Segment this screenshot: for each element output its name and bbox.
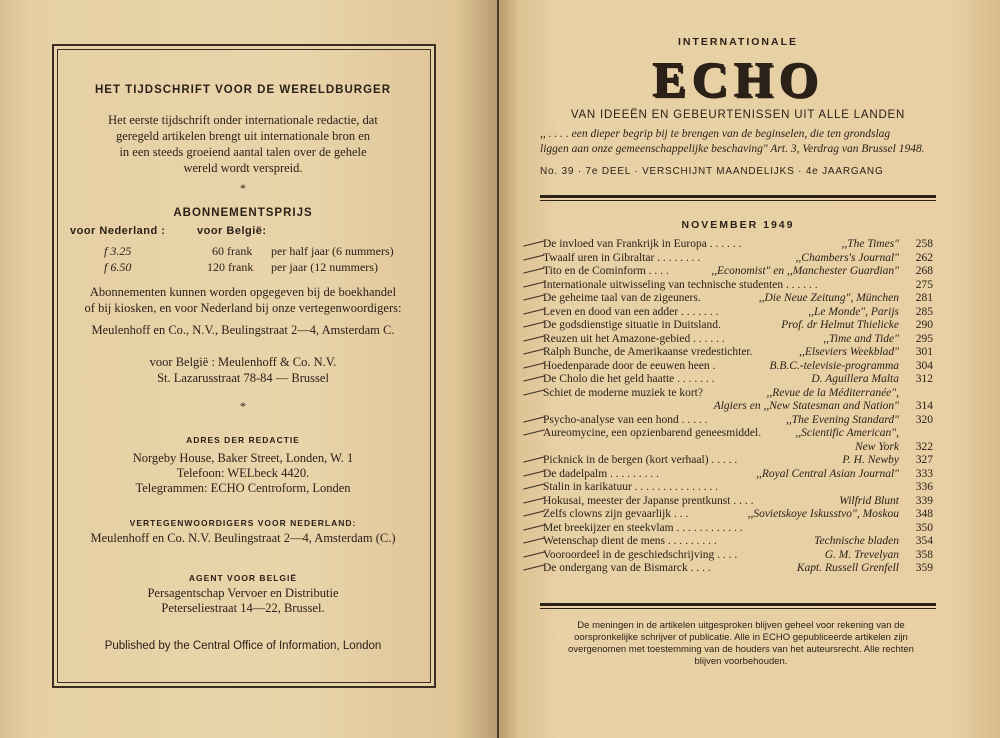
top-rule-thin — [540, 200, 936, 201]
toc-entry-source: ,,Chambers's Journal" — [795, 251, 899, 264]
toc-entry-source: Prof. dr Helmut Thielicke — [781, 319, 899, 331]
toc-entry-title: Met breekijzer en steekvlam . . . . . . . . . . . . — [543, 521, 743, 534]
toc-entry-source: ,,Die Neue Zeitung", München — [758, 292, 899, 304]
agent-line-1: Persagentschap Vervoer en Distributie — [147, 586, 339, 600]
reps-line: Meulenhoff en Co. N.V. Beulingstraat 2—4, Amsterdam (C.) — [90, 531, 396, 545]
toc-entry-source: ,,Economist" en ,,Manchester Guardian" — [711, 265, 899, 277]
orders-line-1: Abonnementen kunnen worden opgegeven bij de boekhandel — [89, 285, 397, 299]
col-belgie: voor België: — [197, 225, 267, 237]
price-nl-1: f 3.25 — [104, 244, 132, 258]
toc-entry-title: Psycho-analyse van een hond . . . . . — [543, 413, 708, 426]
col-nederland: voor Nederland : — [70, 225, 166, 237]
toc-entry-page: 304 — [915, 359, 933, 372]
toc-entry-title: Leven en dood van een adder . . . . . . . — [543, 305, 719, 318]
star-divider: * — [240, 181, 246, 195]
bottom-rule — [540, 603, 936, 606]
nl-representative: Meulenhoff en Co., N.V., Beulingstraat 2—4, Amsterdam C. — [91, 323, 395, 337]
toc-entry-title: Tito en de Cominform . . . . — [543, 265, 669, 277]
toc-entry-page: 336 — [915, 481, 933, 493]
toc-entry-title: Zelfs clowns zijn gevaarlijk . . . — [543, 508, 689, 520]
toc-entry-title: Hokusai, meester der Japanse prentkunst . . . . — [543, 494, 754, 507]
toc-entry-page: 290 — [915, 319, 933, 331]
left-heading: HET TIJDSCHRIFT VOOR DE WERELDBURGER — [94, 84, 392, 96]
toc-entry-source: Algiers en ,,New Statesman and Nation" — [713, 400, 899, 412]
toc-entry-title: Twaalf uren in Gibraltar . . . . . . . . — [543, 251, 701, 264]
toc-entry-source: New York — [855, 440, 899, 453]
toc-entry-title: Vooroordeel in de geschiedschrijving . . . . — [543, 548, 738, 561]
toc-entry-title: De invloed van Frankrijk in Europa . . . . . . — [543, 238, 742, 250]
toc-entry-title: De dadelpalm . . . . . . . . . — [543, 467, 659, 480]
toc-entry-page: 275 — [915, 278, 933, 291]
toc-entry-source: ,,The Times" — [841, 238, 899, 250]
toc-entry-title: Schiet de moderne muziek te kort? — [543, 386, 703, 399]
masthead-title: ECHO — [652, 51, 824, 107]
price-nl-2: f 6.50 — [104, 260, 132, 274]
toc-entry-source: ,,Time and Tide" — [823, 332, 899, 345]
toc-entry-title: De Cholo die het geld haatte . . . . . . . — [543, 373, 715, 385]
toc-entry-title: Reuzen uit het Amazone-gebied . . . . . . — [543, 332, 725, 345]
intro-line-4: wereld wordt verspreid. — [183, 161, 303, 175]
toc-entry-source: ,,Le Monde", Parijs — [808, 305, 899, 318]
toc-entry-title: Internationale uitwisseling van technische studenten . . . . . . — [543, 278, 818, 291]
footnote-line-4: blijven voorbehouden. — [694, 656, 788, 667]
toc-entry-page: 295 — [915, 332, 933, 345]
toc-entry-source: Kapt. Russell Grenfell — [796, 562, 899, 574]
toc-entry-title: De ondergang van de Bismarck . . . . — [543, 562, 711, 574]
toc-entry-page: 358 — [915, 548, 933, 561]
orders-line-2: of bij kiosken, en voor Nederland bij onze vertegenwoordigers: — [84, 301, 402, 315]
top-rule — [540, 195, 936, 198]
be-rep-line-1: voor België : Meulenhoff & Co. N.V. — [149, 355, 337, 369]
toc-entry-title: Aureomycine, een opzienbarend geneesmiddel. — [543, 427, 762, 439]
toc-entry-page: 301 — [915, 346, 933, 358]
toc-entry-page: 359 — [915, 562, 933, 574]
toc-entry-source: ,,The Evening Standard" — [785, 413, 899, 426]
toc-entry-page: 268 — [915, 265, 933, 277]
intro-line-1: Het eerste tijdschrift onder internationale redactie, dat — [108, 113, 378, 127]
toc-entry-source: P. H. Newby — [842, 454, 899, 466]
toc-entry-source: Technische bladen — [814, 535, 899, 547]
masthead-top: INTERNATIONALE — [678, 36, 798, 48]
toc-entry-page: 354 — [915, 535, 933, 547]
masthead-subtitle: VAN IDEEËN EN GEBEURTENISSEN UIT ALLE LANDEN — [570, 109, 906, 121]
issue-month: NOVEMBER 1949 — [681, 219, 795, 231]
toc-entry-page: 327 — [915, 454, 933, 466]
toc-entry-page: 281 — [915, 292, 933, 304]
footnote-line-3: overgenomen met toestemming van de houders van het auteursrecht. Alle rechten — [568, 644, 914, 655]
footnote — [548, 620, 934, 668]
agent-line-2: Peterseliestraat 14—22, Brussel. — [161, 601, 325, 615]
address-line-1: Norgeby House, Baker Street, Londen, W. 1 — [132, 451, 354, 465]
toc-entry-source: ,,Royal Central Asian Journal" — [756, 467, 899, 480]
toc-entry-page: 333 — [915, 467, 933, 480]
toc-entry-page: 339 — [915, 494, 933, 507]
toc-entry-title: Hoedenparade door de eeuwen heen . — [543, 359, 716, 372]
toc-entry-page: 258 — [915, 238, 933, 250]
toc-entry-title: Picknick in de bergen (kort verhaal) . . . . . — [543, 454, 738, 466]
toc-entry-page: 350 — [915, 521, 933, 534]
toc-entry-page: 312 — [915, 373, 933, 385]
quote-line-1: ,, . . . . een dieper begrip bij te brengen van de beginselen, die ten grondslag — [540, 128, 891, 140]
reps-heading: VERTEGENWOORDIGERS VOOR NEDERLAND: — [129, 518, 357, 528]
price-term-2: per jaar (12 nummers) — [271, 260, 378, 274]
address-heading: ADRES DER REDACTIE — [186, 435, 300, 445]
toc-entry-source: ,,Sovietskoye Iskusstvo", Moskou — [747, 508, 899, 520]
toc-entry-source: D. Aguillera Malta — [811, 373, 899, 385]
footnote-line-2: oorspronkelijke schrijver of publicatie. Alle in ECHO gepubliceerde artikelen zijn — [574, 632, 908, 643]
be-rep-line-2: St. Lazarusstraat 78-84 — Brussel — [157, 371, 329, 385]
toc-entry-title: Wetenschap dient de mens . . . . . . . . . — [543, 535, 717, 547]
toc-entry-page: 262 — [915, 251, 933, 264]
toc-entry-source: ,,Scientific American", — [795, 427, 899, 439]
toc-entry-page: 285 — [915, 305, 933, 318]
published-by: Published by the Central Office of Information, London — [104, 640, 382, 652]
star-divider-2: * — [240, 399, 246, 413]
toc-entry-page: 348 — [915, 508, 933, 520]
footnote-line-1: De meningen in de artikelen uitgesproken blijven geheel voor rekening van de — [577, 620, 905, 631]
intro-line-3: in een steeds groeiend aantal talen over de gehele — [119, 145, 367, 159]
address-line-3: Telegrammen: ECHO Centroform, Londen — [135, 481, 351, 495]
toc-entry-source: Wilfrid Blunt — [839, 494, 899, 507]
quote-line-2: liggen aan onze gemeenschappelijke beschaving" Art. 3, Verdrag van Brussel 1948. — [540, 143, 925, 155]
toc-entry-title: De godsdienstige situatie in Duitsland. — [543, 319, 721, 331]
toc-entry-source: ,,Elseviers Weekblad" — [799, 346, 899, 358]
toc-entry-source: G. M. Trevelyan — [824, 548, 899, 561]
toc-entry-title: De geheime taal van de zigeuners. — [543, 292, 701, 304]
toc-entry-source: B.B.C.-televisie-programma — [769, 359, 899, 372]
intro-line-2: geregeld artikelen brengt uit internationale bron en — [115, 129, 371, 143]
toc-entry-page: 320 — [915, 413, 933, 426]
issue-line: No. 39 · 7e DEEL · VERSCHIJNT MAANDELIJKS · 4e JAARGANG — [540, 166, 884, 177]
toc-entry-source: ,,Revue de la Méditerranée", — [766, 386, 899, 399]
price-term-1: per half jaar (6 nummers) — [271, 244, 394, 258]
bottom-rule-thin — [540, 608, 936, 609]
address-line-2: Telefoon: WELbeck 4420. — [176, 466, 310, 480]
toc-entry-page: 322 — [915, 440, 933, 453]
toc-entry-page: 314 — [915, 400, 933, 412]
agent-heading: AGENT VOOR BELGIË — [188, 573, 298, 583]
price-be-1: 60 frank — [212, 244, 253, 258]
toc-entry-title: Ralph Bunche, de Amerikaanse vredestichter. — [543, 346, 753, 358]
price-be-2: 120 frank — [207, 260, 254, 274]
subscription-heading: ABONNEMENTSPRIJS — [173, 207, 313, 219]
toc-entry-title: Stalin in karikatuur . . . . . . . . . . . . . . . — [543, 481, 719, 493]
